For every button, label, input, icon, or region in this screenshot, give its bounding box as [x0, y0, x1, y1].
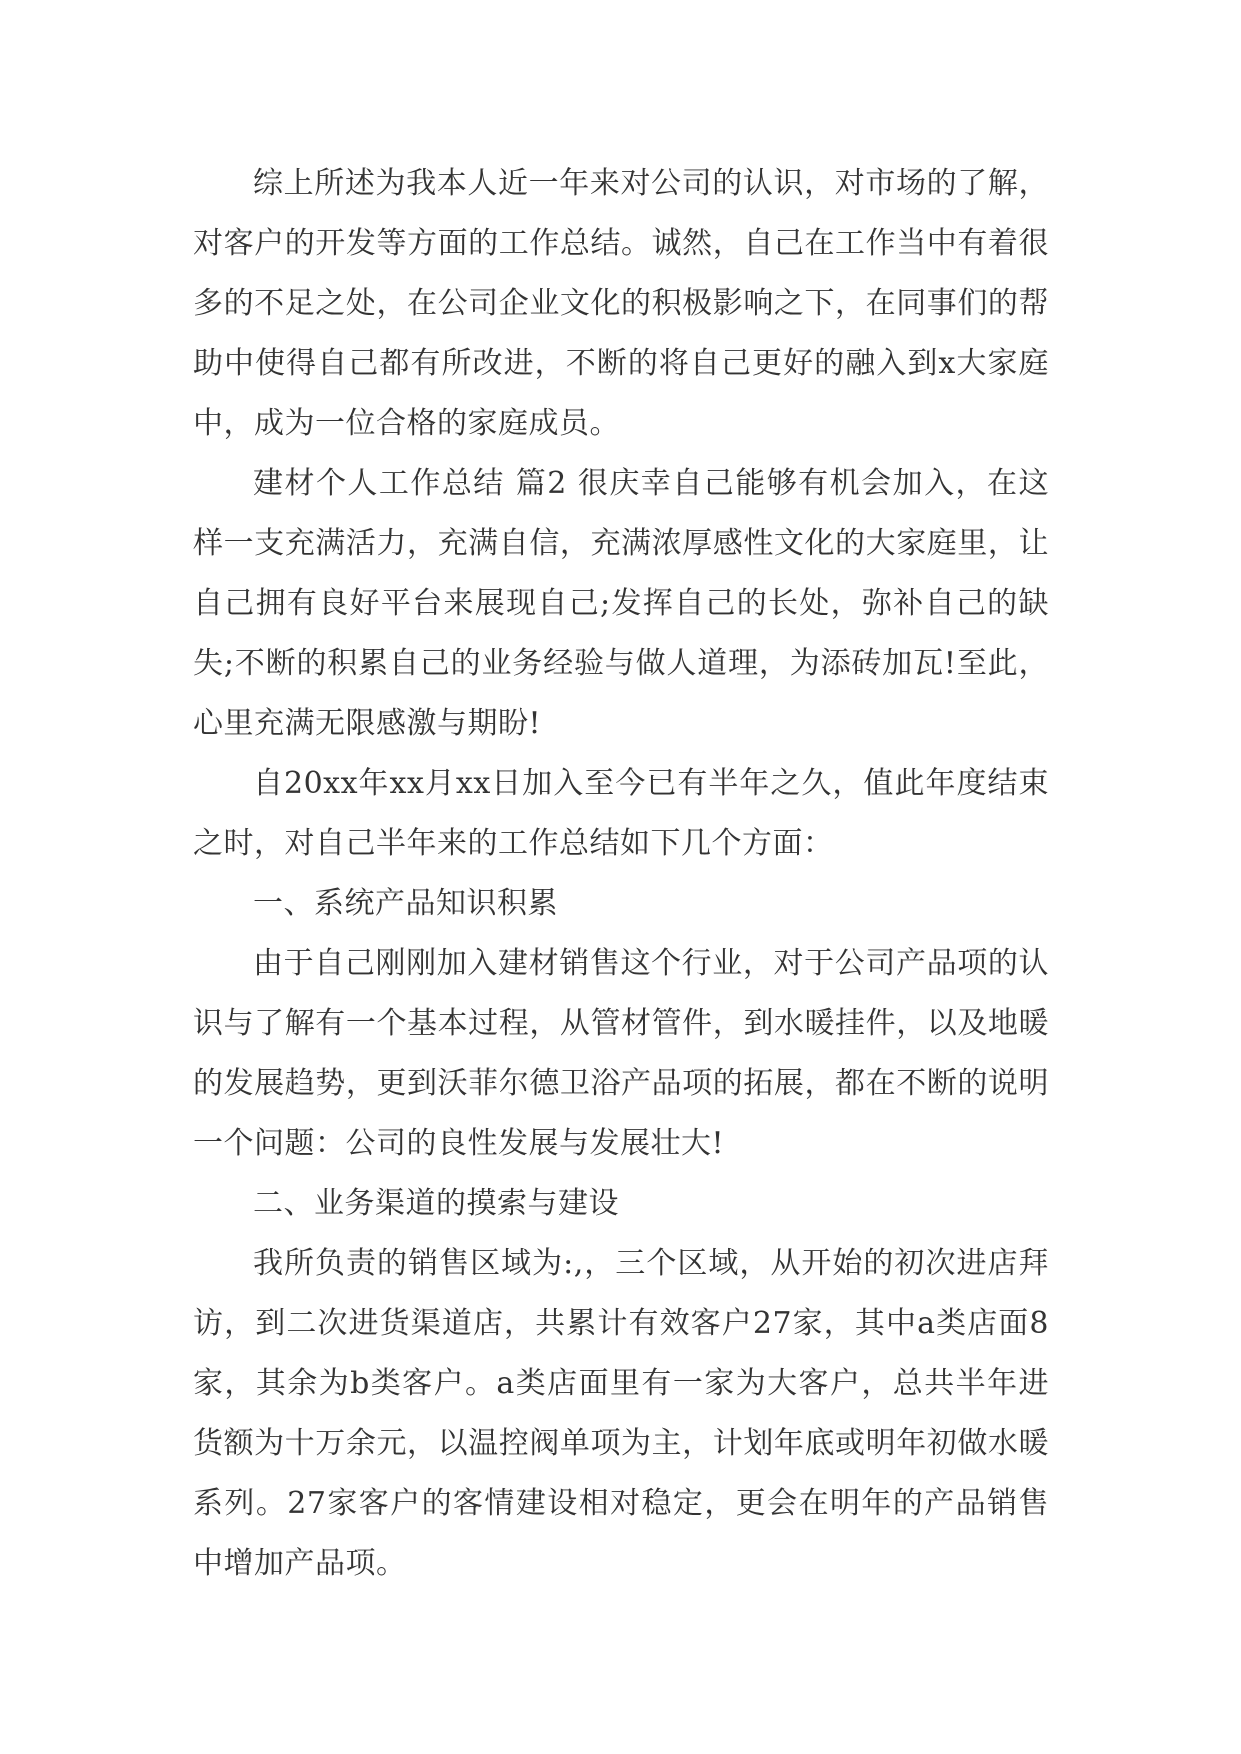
paragraph-article-2-intro: 建材个人工作总结 篇2 很庆幸自己能够有机会加入，在这样一支充满活力，充满自信，充满浓厚感性文化的大家庭里，让自己拥有良好平台来展现自己;发挥自己的长处，弥补自己的缺失;不断的积累自己的业务经验与做人道理，为添砖加瓦!至此，心里充满无限感激与期盼! — [193, 466, 1049, 741]
section-heading-business-channels: 二、业务渠道的摸索与建设 — [253, 1186, 619, 1221]
section-heading-product-knowledge: 一、系统产品知识积累 — [253, 886, 558, 921]
paragraph-product-knowledge: 由于自己刚刚加入建材销售这个行业，对于公司产品项的认识与了解有一个基本过程，从管材管件，到水暖挂件，以及地暖的发展趋势，更到沃菲尔德卫浴产品项的拓展，都在不断的说明一个问题：公司的良性发展与发展壮大! — [193, 946, 1049, 1161]
paragraph-business-channels: 我所负责的销售区域为:,，三个区域，从开始的初次进店拜访，到二次进货渠道店，共累计有效客户27家，其中a类店面8家，其余为b类客户。a类店面里有一家为大客户，总共半年进货额为十万余元，以温控阀单项为主，计划年底或明年初做水暖系列。27家客户的客情建设相对稳定，更会在明年的产品销售中增加产品项。 — [193, 1246, 1049, 1581]
paragraph-join-date: 自20xx年xx月xx日加入至今已有半年之久，值此年度结束之时，对自己半年来的工作总结如下几个方面： — [193, 766, 1049, 861]
document-body — [193, 154, 1049, 1594]
paragraph-summary: 综上所述为我本人近一年来对公司的认识，对市场的了解，对客户的开发等方面的工作总结。诚然，自己在工作当中有着很多的不足之处，在公司企业文化的积极影响之下，在同事们的帮助中使得自己都有所改进，不断的将自己更好的融入到x大家庭中，成为一位合格的家庭成员。 — [193, 166, 1049, 441]
